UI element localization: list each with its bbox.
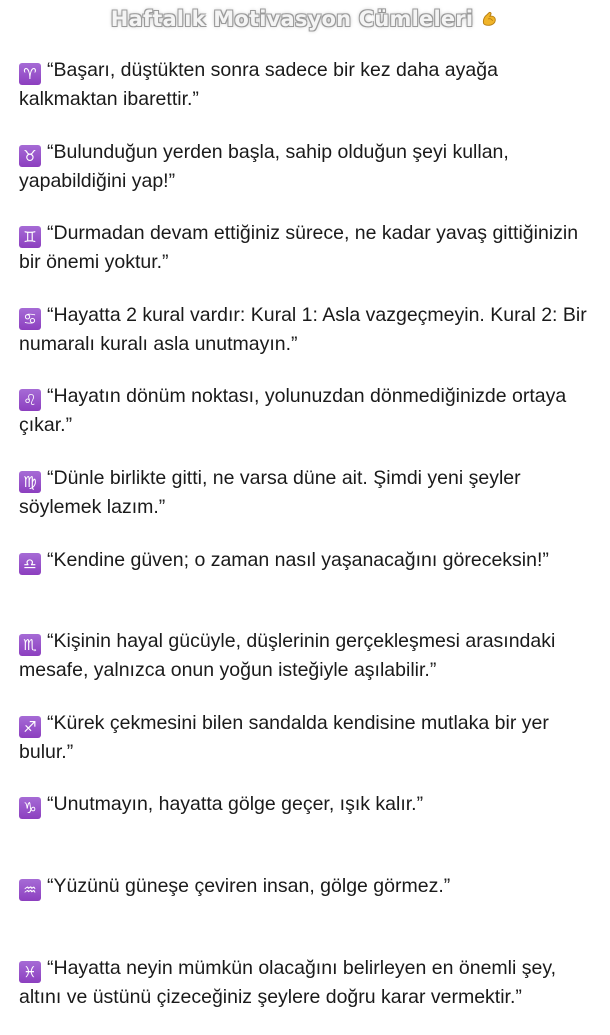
quote-text xyxy=(19,219,599,276)
quote-list xyxy=(19,56,599,1035)
quote-text xyxy=(19,954,599,1011)
list-item xyxy=(19,382,599,464)
list-item xyxy=(19,301,599,383)
list-item xyxy=(19,464,599,546)
quote-body: “Durmadan devam ettiğiniz sürece, ne kadar yavaş gittiğinizin bir önemi yoktur.” xyxy=(19,222,579,274)
list-item xyxy=(19,546,599,628)
quote-text xyxy=(19,56,599,113)
aries-icon: ♈ xyxy=(19,63,41,85)
virgo-icon: ♍ xyxy=(19,471,41,493)
list-item xyxy=(19,56,599,138)
cancer-icon: ♋ xyxy=(19,308,41,330)
quote-text xyxy=(19,301,599,358)
quote-text xyxy=(19,790,599,819)
quote-text xyxy=(19,382,599,439)
list-item xyxy=(19,790,599,872)
sagittarius-icon: ♐ xyxy=(19,716,41,738)
header xyxy=(0,2,610,36)
quote-body: “Kürek çekmesini bilen sandalda kendisine mutlaka bir yer bulur.” xyxy=(19,711,549,763)
page-title: Haftalık Motivasyon Cümleleri xyxy=(110,7,474,31)
quote-text xyxy=(19,709,599,766)
leo-icon: ♌ xyxy=(19,389,41,411)
scorpio-icon: ♏ xyxy=(19,634,41,656)
quote-body: “Unutmayın, hayatta gölge geçer, ışık kalır.” xyxy=(47,793,424,816)
quote-body: “Bulunduğun yerden başla, sahip olduğun şeyi kullan, yapabildiğini yap!” xyxy=(19,140,509,192)
quote-body: “Yüzünü güneşe çeviren insan, gölge görmez.” xyxy=(47,874,451,897)
quote-text xyxy=(19,546,599,575)
quote-text xyxy=(19,872,599,901)
aquarius-icon: ♒ xyxy=(19,879,41,901)
quote-body: “Kendine güven; o zaman nasıl yaşanacağını göreceksin!” xyxy=(47,548,549,571)
quote-body: “Başarı, düştükten sonra sadece bir kez daha ayağa kalkmaktan ibarettir.” xyxy=(19,59,498,110)
quote-body: “Hayatta 2 kural vardır: Kural 1: Asla vazgeçmeyin. Kural 2: Bir numaralı kuralı asla unutmayın.” xyxy=(19,303,587,355)
quote-text xyxy=(19,464,599,521)
gemini-icon: ♊ xyxy=(19,226,41,248)
flexed-biceps-icon xyxy=(479,9,499,29)
list-item xyxy=(19,627,599,709)
quote-body: “Hayatta neyin mümkün olacağını belirleyen en önemli şey, altını ve üstünü çizeceğiniz şeylere doğru karar vermektir.” xyxy=(19,956,557,1008)
taurus-icon: ♉ xyxy=(19,145,41,167)
quote-text xyxy=(19,627,599,684)
libra-icon: ♎ xyxy=(19,553,41,575)
capricorn-icon: ♑ xyxy=(19,797,41,819)
quote-body: “Dünle birlikte gitti, ne varsa düne ait. Şimdi yeni şeyler söylemek lazım.” xyxy=(19,466,521,518)
list-item xyxy=(19,872,599,954)
list-item xyxy=(19,138,599,220)
quote-body: “Hayatın dönüm noktası, yolunuzdan dönmediğinizde ortaya çıkar.” xyxy=(19,385,567,437)
pisces-icon: ♓ xyxy=(19,961,41,983)
list-item xyxy=(19,219,599,301)
quote-text xyxy=(19,138,599,195)
list-item xyxy=(19,709,599,791)
quote-body: “Kişinin hayal gücüyle, düşlerinin gerçekleşmesi arasındaki mesafe, yalnızca onun yoğun isteğiyle aşılabilir.” xyxy=(19,630,556,682)
list-item xyxy=(19,954,599,1035)
